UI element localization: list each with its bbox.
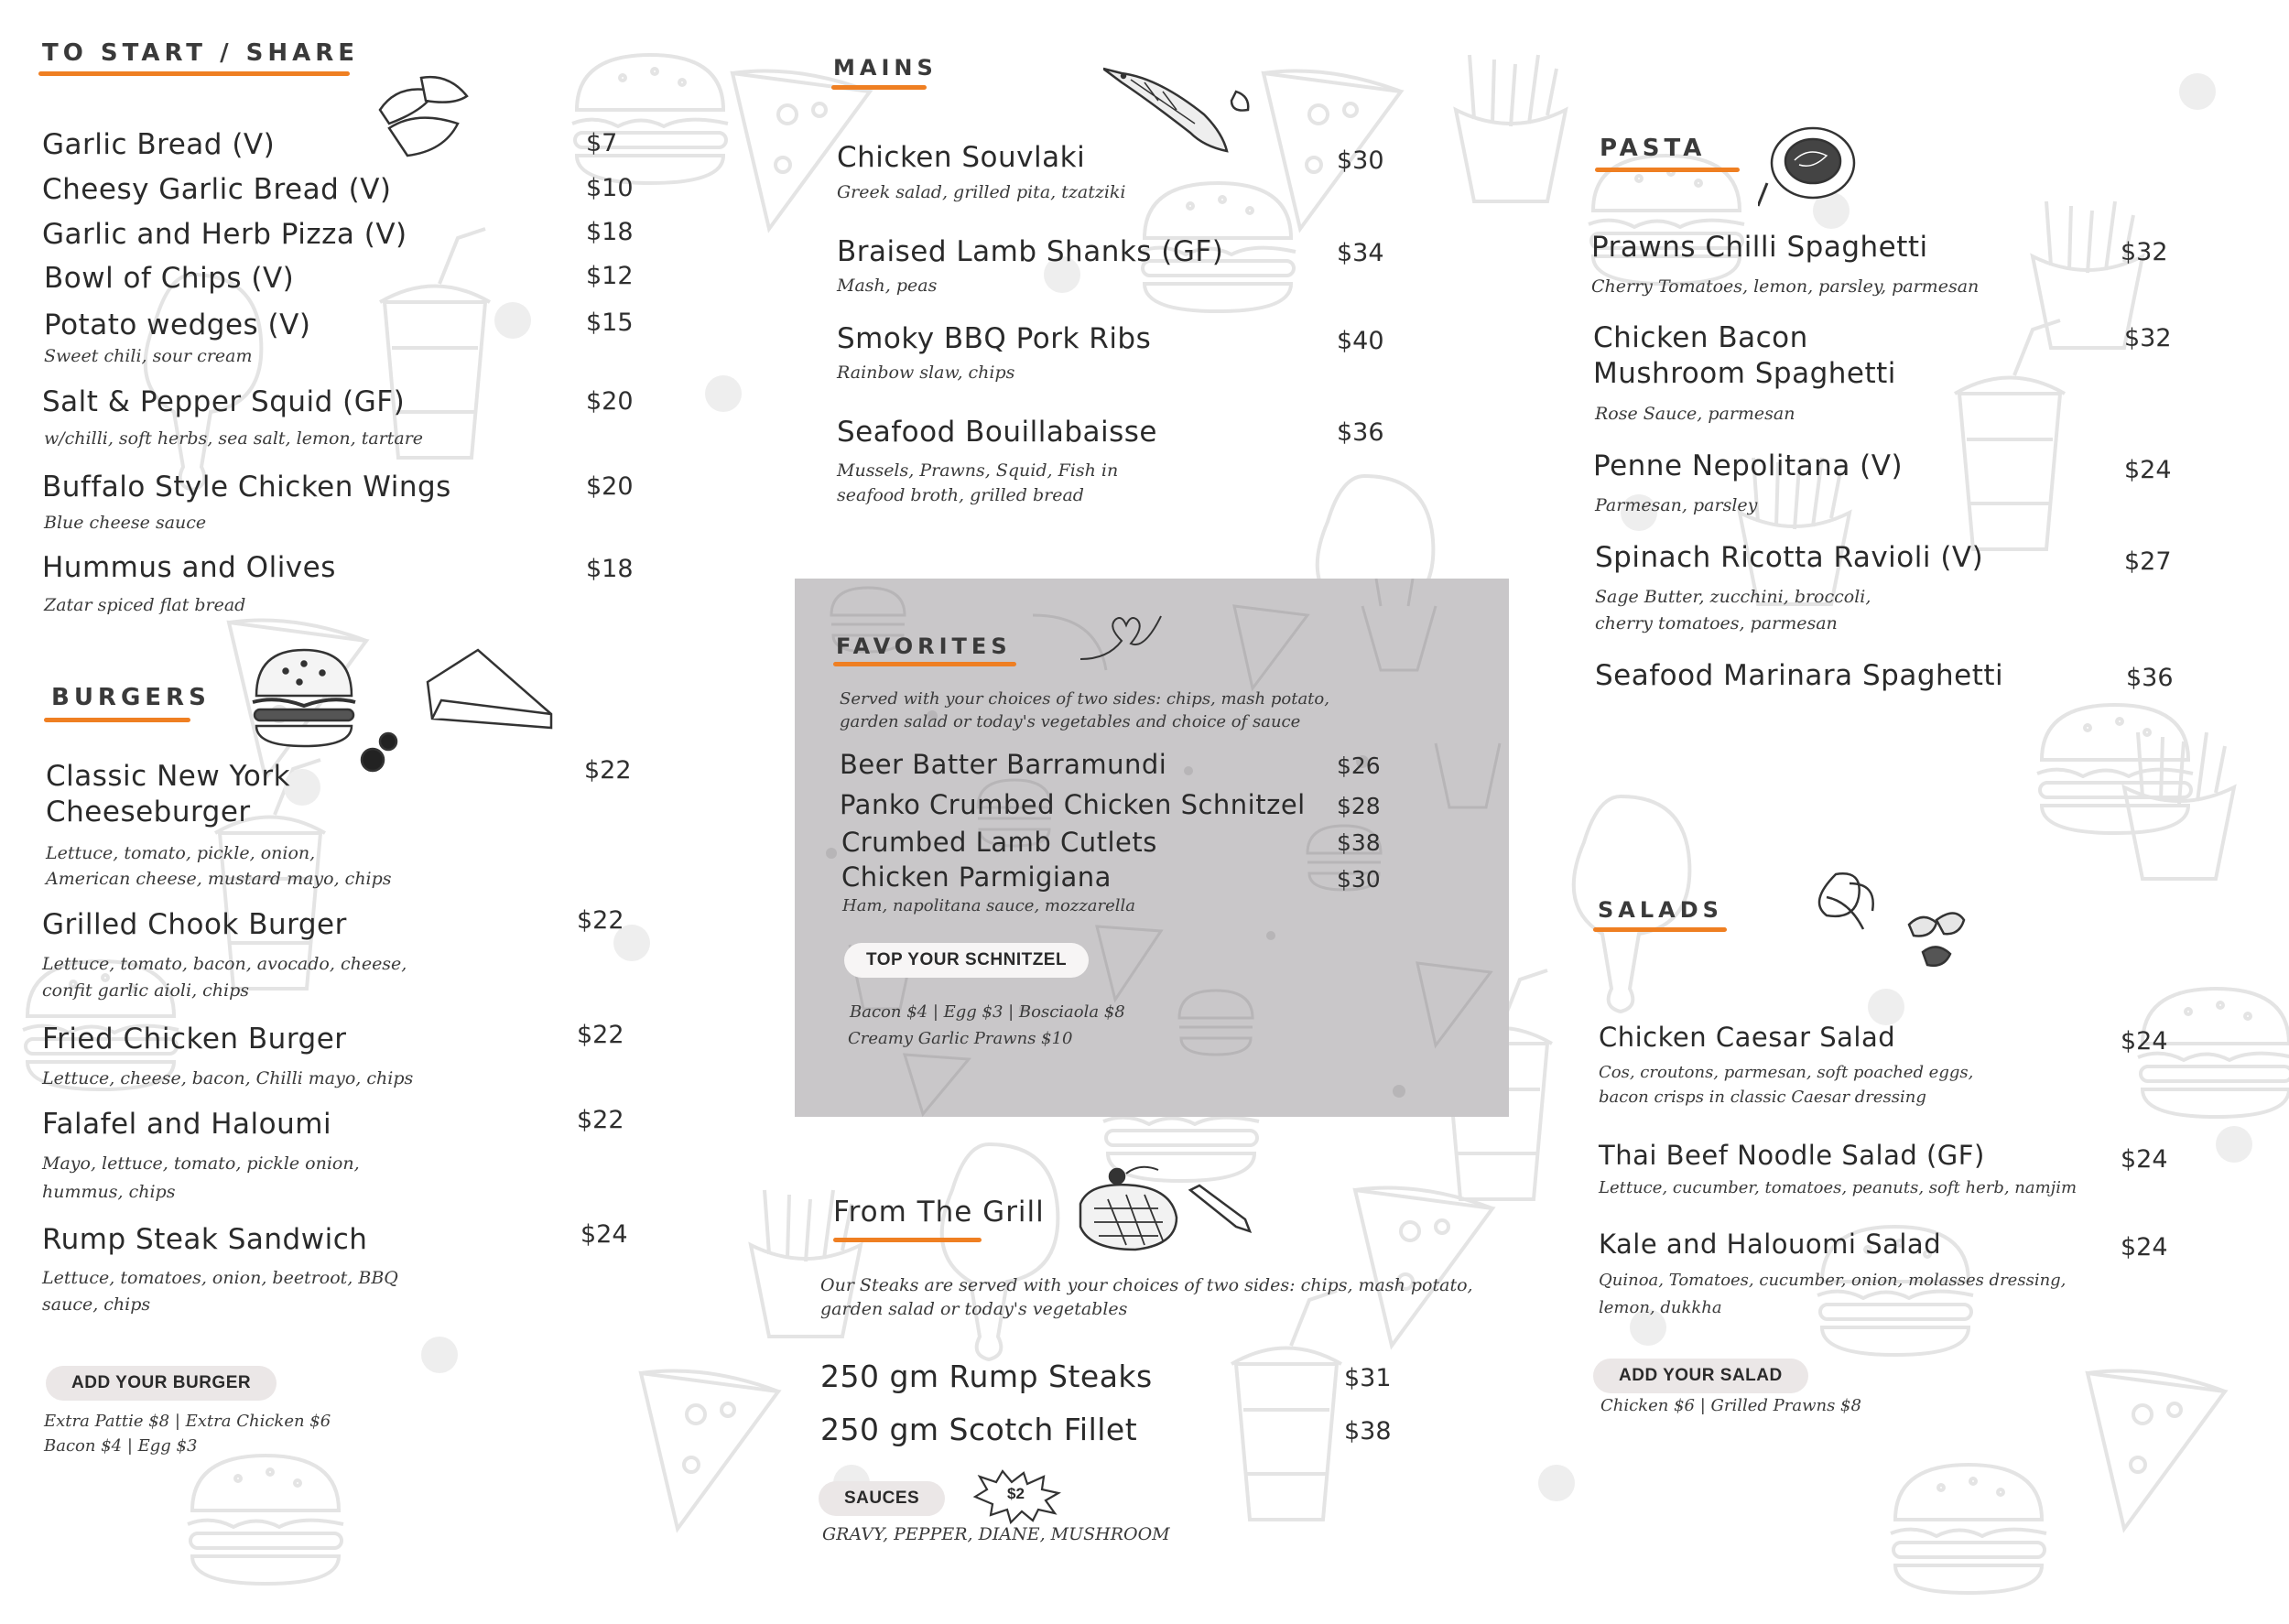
start-item-name: Buffalo Style Chicken Wings — [42, 471, 451, 503]
pasta-item-desc: Rose Sauce, parmesan — [1595, 404, 1795, 424]
mains-item-desc: Mash, peas — [837, 276, 938, 296]
grill-item-name: 250 gm Rump Steaks — [820, 1359, 1153, 1394]
add-your-burger-badge: ADD YOUR BURGER — [46, 1366, 277, 1401]
favorites-item-price: $28 — [1337, 793, 1381, 819]
start-item-desc: Sweet chili, sour cream — [44, 346, 253, 366]
start-item-price: $18 — [586, 555, 634, 583]
mains-item-price: $36 — [1337, 418, 1384, 447]
mains-item-price: $34 — [1337, 239, 1384, 267]
section-title-start: TO START / SHARE — [42, 39, 360, 67]
favorites-item-price: $30 — [1337, 866, 1381, 893]
start-item-name: Garlic Bread (V) — [42, 128, 276, 161]
mains-item-name: Braised Lamb Shanks (GF) — [837, 235, 1224, 268]
burger-addon-line: Bacon $4 | Egg $3 — [44, 1436, 198, 1456]
section-underline — [831, 85, 927, 90]
pasta-item-price: $32 — [2121, 238, 2168, 266]
grill-item-price: $38 — [1344, 1417, 1392, 1445]
burger-item-desc: American cheese, mustard mayo, chips — [46, 869, 392, 889]
spinach-oyster-icon — [1808, 870, 1969, 980]
grill-item-name: 250 gm Scotch Fillet — [820, 1412, 1138, 1447]
burger-sandwich-icon — [249, 645, 560, 778]
mains-item-desc: Rainbow slaw, chips — [837, 363, 1015, 383]
burger-item-name: Rump Steak Sandwich — [42, 1223, 368, 1256]
steak-knife-icon — [1071, 1163, 1264, 1263]
start-item-desc: w/chilli, soft herbs, sea salt, lemon, tartare — [44, 428, 424, 449]
salads-item-price: $24 — [2121, 1233, 2168, 1261]
mains-item-name: Smoky BBQ Pork Ribs — [837, 322, 1152, 355]
burger-item-price: $22 — [584, 756, 632, 785]
mains-item-name: Chicken Souvlaki — [837, 141, 1086, 174]
pasta-item-name: Chicken Bacon — [1593, 321, 1808, 354]
favorites-item-desc: Ham, napolitana sauce, mozzarella — [842, 896, 1135, 915]
favorites-intro: garden salad or today's vegetables and choice of sauce — [840, 712, 1301, 731]
salads-item-desc: Cos, croutons, parmesan, soft poached eggs, — [1599, 1063, 1974, 1082]
section-underline — [1593, 927, 1727, 932]
section-title-mains: MAINS — [833, 55, 938, 81]
section-title-burgers: BURGERS — [51, 684, 211, 711]
mains-item-name: Seafood Bouillabaisse — [837, 416, 1158, 449]
burger-addon-line: Extra Pattie $8 | Extra Chicken $6 — [44, 1412, 331, 1431]
favorites-item-name: Chicken Parmigiana — [841, 861, 1112, 893]
salads-item-price: $24 — [2121, 1027, 2168, 1056]
start-item-price: $10 — [586, 174, 634, 202]
start-item-name: Potato wedges (V) — [44, 309, 311, 341]
burger-item-desc: Lettuce, cheese, bacon, Chilli mayo, chips — [42, 1068, 414, 1088]
start-item-name: Bowl of Chips (V) — [44, 262, 295, 295]
favorites-addon-line: Bacon $4 | Egg $3 | Bosciaola $8 — [850, 1002, 1125, 1022]
pasta-item-price: $27 — [2124, 547, 2172, 576]
burger-item-desc: confit garlic aioli, chips — [42, 980, 250, 1001]
section-underline — [833, 1238, 982, 1242]
pasta-item-desc: Sage Butter, zucchini, broccoli, — [1595, 587, 1871, 607]
grill-intro: garden salad or today's vegetables — [820, 1299, 1128, 1319]
section-underline — [38, 71, 350, 76]
sauces-badge: SAUCES — [819, 1481, 945, 1516]
favorites-item-price: $26 — [1337, 752, 1381, 779]
burger-item-name: Fried Chicken Burger — [42, 1023, 347, 1056]
start-item-desc: Zatar spiced flat bread — [44, 595, 246, 615]
pasta-item-price: $32 — [2124, 324, 2172, 352]
grill-item-price: $31 — [1344, 1364, 1392, 1392]
salads-item-desc: Quinoa, Tomatoes, cucumber, onion, molasses dressing, — [1599, 1271, 2067, 1290]
add-your-salad-badge: ADD YOUR SALAD — [1593, 1359, 1808, 1393]
burger-item-name: Classic New York — [46, 760, 291, 793]
favorites-item-name: Beer Batter Barramundi — [840, 749, 1167, 780]
burger-item-desc: hummus, chips — [42, 1182, 176, 1202]
start-item-price: $20 — [586, 472, 634, 501]
burger-item-price: $22 — [577, 906, 624, 935]
burger-item-name: Falafel and Haloumi — [42, 1108, 332, 1141]
fish-icon — [1103, 60, 1259, 160]
favorites-item-name: Panko Crumbed Chicken Schnitzel — [840, 789, 1306, 820]
mains-item-price: $30 — [1337, 146, 1384, 175]
salads-item-desc: lemon, dukkha — [1599, 1298, 1722, 1317]
mains-item-desc: seafood broth, grilled bread — [837, 485, 1084, 505]
pasta-item-desc: Cherry Tomatoes, lemon, parsley, parmesan — [1591, 276, 1980, 297]
start-item-price: $15 — [586, 309, 634, 337]
mains-item-desc: Mussels, Prawns, Squid, Fish in — [837, 460, 1119, 481]
start-item-price: $20 — [586, 387, 634, 416]
sauces-price: $2 — [1007, 1485, 1025, 1502]
burger-item-name: Grilled Chook Burger — [42, 908, 347, 941]
salads-item-desc: Lettuce, cucumber, tomatoes, peanuts, soft herb, namjim — [1599, 1178, 2077, 1197]
favorites-item-name: Crumbed Lamb Cutlets — [841, 827, 1157, 858]
burger-item-price: $22 — [577, 1021, 624, 1049]
pasta-item-desc: Parmesan, parsley — [1595, 495, 1758, 515]
start-item-name: Garlic and Herb Pizza (V) — [42, 218, 407, 251]
burger-item-name: Cheeseburger — [46, 796, 251, 828]
start-item-name: Hummus and Olives — [42, 551, 336, 584]
top-your-schnitzel-badge: TOP YOUR SCHNITZEL — [844, 943, 1089, 978]
start-item-price: $12 — [586, 262, 634, 290]
start-item-name: Cheesy Garlic Bread (V) — [42, 173, 392, 206]
start-item-desc: Blue cheese sauce — [44, 513, 207, 533]
heart-icon — [1080, 609, 1163, 664]
sauces-list: GRAVY, PEPPER, DIANE, MUSHROOM — [822, 1524, 1170, 1544]
section-title-favorites: FAVORITES — [836, 633, 1012, 659]
section-underline — [1595, 168, 1740, 172]
pasta-item-price: $36 — [2126, 664, 2174, 692]
section-underline — [44, 718, 190, 722]
potato-wedges-icon — [371, 73, 472, 174]
mains-item-price: $40 — [1337, 327, 1384, 355]
section-underline — [833, 662, 1016, 666]
salads-item-name: Kale and Halouomi Salad — [1599, 1229, 1942, 1260]
salads-item-name: Chicken Caesar Salad — [1599, 1022, 1896, 1053]
burger-item-price: $22 — [577, 1106, 624, 1134]
start-item-name: Salt & Pepper Squid (GF) — [42, 385, 406, 418]
section-title-pasta: PASTA — [1600, 135, 1707, 162]
section-title-grill: From The Grill — [833, 1196, 1045, 1229]
favorites-item-price: $38 — [1337, 829, 1381, 856]
pasta-item-desc: cherry tomatoes, parmesan — [1595, 613, 1838, 633]
favorites-addon-line: Creamy Garlic Prawns $10 — [848, 1029, 1073, 1048]
pasta-item-name: Mushroom Spaghetti — [1593, 357, 1896, 390]
pasta-item-name: Penne Nepolitana (V) — [1593, 449, 1904, 482]
start-item-price: $18 — [586, 218, 634, 246]
grill-intro: Our Steaks are served with your choices of two sides: chips, mash potato, — [820, 1275, 1473, 1295]
mains-item-desc: Greek salad, grilled pita, tzatziki — [837, 182, 1126, 202]
section-title-salads: SALADS — [1598, 897, 1723, 923]
burger-item-price: $24 — [580, 1220, 628, 1249]
favorites-intro: Served with your choices of two sides: chips, mash potato, — [840, 689, 1329, 709]
pasta-item-name: Spinach Ricotta Ravioli (V) — [1595, 541, 1984, 574]
salads-item-price: $24 — [2121, 1145, 2168, 1174]
burger-item-desc: sauce, chips — [42, 1294, 151, 1315]
burger-item-desc: Mayo, lettuce, tomato, pickle onion, — [42, 1153, 360, 1174]
start-item-price: $7 — [586, 129, 618, 157]
salads-item-name: Thai Beef Noodle Salad (GF) — [1599, 1140, 1985, 1171]
pasta-item-name: Prawns Chilli Spaghetti — [1591, 231, 1928, 264]
salads-item-desc: bacon crisps in classic Caesar dressing — [1599, 1088, 1926, 1107]
pasta-item-name: Seafood Marinara Spaghetti — [1595, 659, 2004, 692]
burger-item-desc: Lettuce, tomatoes, onion, beetroot, BBQ — [42, 1268, 398, 1288]
pasta-plate-icon — [1758, 119, 1859, 211]
salads-addon-line: Chicken $6 | Grilled Prawns $8 — [1600, 1396, 1861, 1415]
burger-item-desc: Lettuce, tomato, bacon, avocado, cheese, — [42, 954, 407, 974]
burger-item-desc: Lettuce, tomato, pickle, onion, — [46, 843, 316, 863]
pasta-item-price: $24 — [2124, 456, 2172, 484]
